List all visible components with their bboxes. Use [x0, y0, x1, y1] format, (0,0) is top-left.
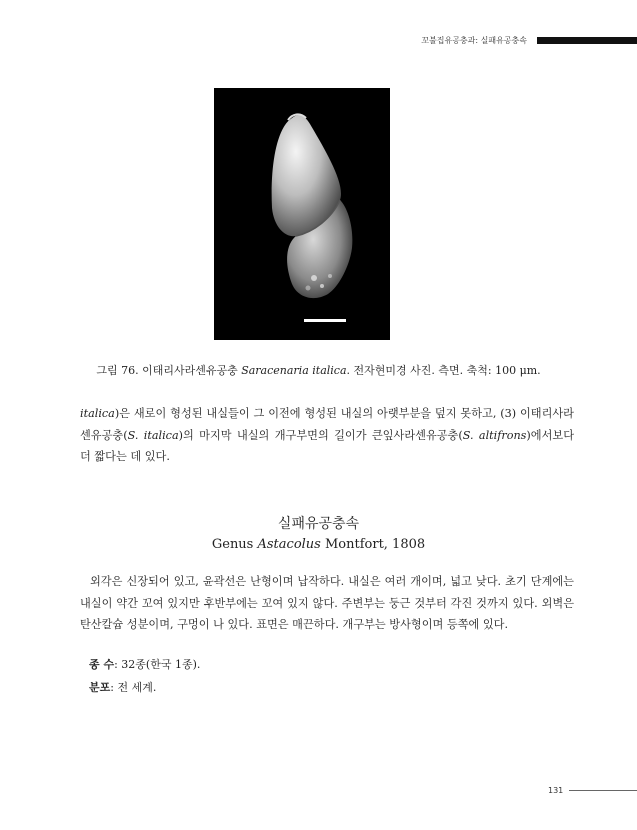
distribution: 분포: 전 세계.: [89, 681, 157, 694]
page-number: 131: [548, 786, 564, 795]
footer-line: [569, 790, 637, 791]
body-paragraph-1: italica)은 새로이 형성된 내실들이 그 이전에 형성된 내실의 아랫부분을 덮지 못하고, (3) 이태리사라센유공충(S. italica)의 마지막 내실의 개구부면의 길이가 큰잎사라센유공충(S. altifrons)에서보다 더 짧다는 데 있다.: [80, 407, 575, 463]
species-count: 종 수: 32종(한국 1종).: [89, 658, 201, 671]
section-title-genus: Genus Astacolus Montfort, 1808: [211, 537, 426, 552]
body-paragraph-2: 외각은 신장되어 있고, 윤곽선은 난형이며 납작하다. 내실은 여러 개이며, 넓고 낮다. 초기 단계에는 내실이 약간 꼬여 있지만 후반부에는 꼬여 있지 않다. 주변부는 둥근 것부터 각진 것까지 있다. 외벽은 탄산칼슘 성분이며, 구멍이 나 있다. 표면은 매끈하다. 개구부는 방사형이며 등쪽에 있다.: [80, 575, 574, 631]
figure-caption: 그림 76. 이태리사라센유공충 Saracenaria italica. 전자현미경 사진. 측면. 축척: 100 μm.: [96, 364, 541, 377]
sem-photo: [214, 88, 390, 340]
running-header: [421, 33, 637, 47]
foraminifera-shell-image: [214, 88, 390, 340]
header-bar: [537, 37, 637, 44]
page-footer: [548, 786, 637, 795]
scale-bar: [304, 319, 346, 322]
caption-species: Saracenaria italica: [241, 364, 347, 377]
section-title-korean: 실패유공충속: [277, 516, 360, 532]
running-title: 꼬불집유공충과: 실패유공충속: [421, 35, 527, 45]
